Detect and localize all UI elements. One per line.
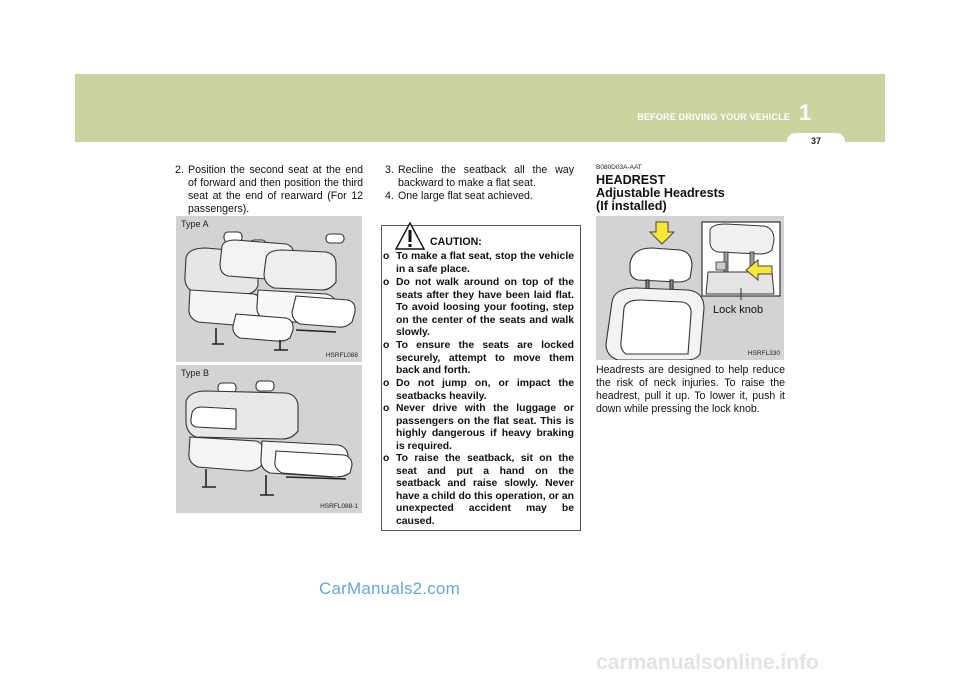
step-2 [175,164,363,216]
heading-main: HEADREST [596,173,666,187]
step-2-number: 2. [175,164,184,176]
seats-flat-illustration-a [176,216,362,362]
heading-sub: Adjustable Headrests [596,186,725,200]
page-number: 37 [810,136,821,146]
bullet: o [383,277,390,288]
caution-item [383,403,574,453]
step-4 [385,190,574,203]
caution-item [383,378,574,403]
watermark-carmanuals2: CarManuals2.com [319,579,460,598]
bullet: o [383,340,390,351]
caution-item [383,340,574,378]
step-3 [385,164,574,190]
header-band [75,74,885,142]
step-3-number: 3. [385,164,394,176]
figure-code-b: HSRFL088-1 [320,503,358,510]
watermark-carmanualsonline: carmanualsonline.info [596,651,819,674]
figure-type-b [176,365,362,513]
caution-title: CAUTION: [430,236,482,248]
bullet: o [383,251,390,262]
caution-item-text: Do not jump on, or impact the seatbacks heavily. [396,378,574,402]
step-4-text: One large flat seat achieved. [398,190,533,202]
caution-item [383,277,574,340]
lock-knob-callout: Lock knob [713,304,764,316]
figure-headrest [596,216,784,360]
chapter-number: 1 [799,100,812,125]
caution-item-text: Never drive with the luggage or passengers on the flat seat. This is highly dangerous if heavy braking is required. [396,403,574,452]
figure-code-a: HSRFL088 [325,352,358,359]
caution-item-text: To make a flat seat, stop the vehicle in a safe place. [396,251,574,275]
bullet: o [383,453,390,464]
seats-flat-illustration-b [176,365,362,513]
caution-item-text: To raise the seatback, sit on the seat and put a hand on the seatback and raise slowly. Never have a child do this operation, or an unexpected accident may be caused. [396,453,574,527]
caution-item-text: Do not walk around on top of the seats after they have been laid flat. To avoid loosing your footing, step on the center of the seats and walk slowly. [396,277,574,339]
bullet: o [383,403,390,414]
bullet: o [383,378,390,389]
section-title: BEFORE DRIVING YOUR VEHICLE [637,112,790,122]
figure-type-a [176,216,362,362]
section-code: B080D03A-AAT [596,164,642,171]
caution-item [383,251,574,276]
caution-item-text: To ensure the seats are locked securely, attempt to move them back and forth. [396,340,574,377]
step-2-text: Position the second seat at the end of forward and then position the third seat at the end of rearward (For 12 passengers). [188,164,363,215]
figure-label-b: Type B [181,368,210,378]
figure-code-headrest: HSRFL330 [747,350,780,357]
warning-icon [395,222,425,250]
caution-item [383,453,574,529]
figure-label-a: Type A [181,219,209,229]
headrest-illustration [596,216,784,360]
headrest-description: Headrests are designed to help reduce the risk of neck injuries. To raise the headrest, pull it up. To lower it, push it down while pressing the lock knob. [596,364,785,415]
step-4-number: 4. [385,190,394,202]
heading-qualifier: (If installed) [596,199,667,213]
step-3-text: Recline the seatback all the way backward to make a flat seat. [398,164,574,189]
